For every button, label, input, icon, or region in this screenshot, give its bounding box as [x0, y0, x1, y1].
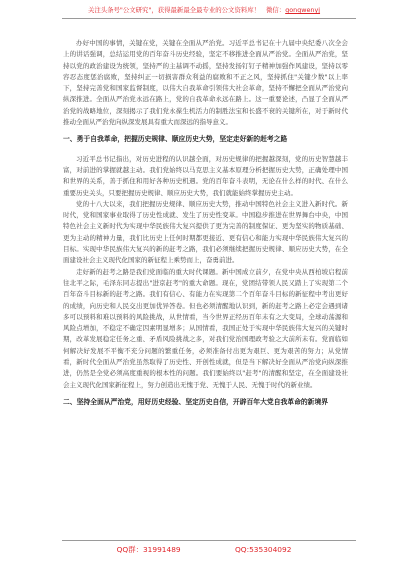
intro-paragraph: 办好中国的事情，关键在党，关键在全面从严治党。习近平总书记在十九届中央纪委八次全会上的讲话强调，总结运用党的百年奋斗历史经验，坚定不移推进全面从严治党。全面从严治党，坚持以党的政治建设为统领，坚持严的主基调不动摇，坚持发扬钉钉子精神加强作风建设，坚持以零容忍态度惩治腐败，坚持纠正一切损害群众利益的腐败和不正之风，坚持抓住"关键少数"以上率下，坚持完善党和国家监督制度，以伟大自我革命引领伟大社会革命，坚持不懈把全面从严治党向纵深推进。全面从严治党永远在路上，党的自我革命永远在路上。这一重要论述，凸显了全面从严治党的战略地位，深刻揭示了我们党永葆生机活力的制胜法宝和长盛不衰的关键所在，对于新时代推动全面从严治党向纵深发展具有重大而深远的指导意义。	[63, 39, 348, 127]
header-wechat-label: 微信：	[266, 6, 286, 14]
section-heading-1: 一、勇于自我革命，把握历史规律、顺应历史大势，坚定走好新的赶考之路	[63, 135, 288, 144]
footer-divider	[62, 540, 356, 541]
document-body	[63, 38, 348, 416]
section-1-paragraph: 党的十八大以来，我们把握历史规律、顺应历史大势，推动中国特色社会主义进入新时代。新时代，党和国家事业取得了历史性成就、发生了历史性变革。中国稳步推进在世界舞台中央，中国特色社会主义新时代为实现中华民族伟大复兴提供了更为完善的制度保证、更为坚实的物质基础、更为主动的精神力量，我们比历史上任何时期都更接近、更有信心和能力实现中华民族伟大复兴的目标。实现中华民族伟大复兴的新的赶考之路，我们必须继续把握历史规律、顺应历史大势，在全面建设社会主义现代化国家的新征程上乘势而上，奋勇前进。	[63, 199, 348, 265]
header-banner	[0, 6, 408, 15]
header-ad-text: 关注头条号"公文研究"，获得最新最全最专业的公文资料库！	[87, 6, 261, 14]
section-1-paragraph: 习近平总书记指出，对历史进程的认识越全面，对历史规律的把握越深刻，党的历史智慧越丰富，对前进的掌握就越主动。我们党始终以马克思主义基本原理分析把握历史大势，正确处理中国和世界的关系，善于抓住和用好各种历史机遇。党的百年奋斗表明，无论在什么样的时代、在什么重要历史关头，只要把握历史规律、顺应历史大势，我们就能始终掌握历史主动。	[63, 154, 348, 197]
section-1-paragraph: 走好新的赶考之路是我们党面临的重大时代课题。新中国成立前夕，在党中央从西柏坡启程前往北平之际，毛泽东同志提出"进京赶考"的重大命题。现在，党团结带领人民又踏上了实现第二个百年奋斗目标新的赶考之路。我们有信心、有能力在实现第二个百年奋斗目标的新征程中考出更好的成绩，向历史和人民交出更加优异答卷。但也必须清醒地认识到，新的赶考之路上必定会遇到诸多可以预料和难以预料的风险挑战，从世情看，当今世界正经历百年未有之大变局，全球动荡源和风险点增加，不稳定不确定因素明显增多；从国情看，我国正处于实现中华民族伟大复兴的关键时期，改革发展稳定任务之重、矛盾风险挑战之多，对我们党治国理政考验之大前所未有。党面临如何解决好发展不平衡不充分问题的繁重任务，必须准备付出更为艰巨、更为艰苦的努力；从党情看，新时代全面从严治党虽然取得了历史性、开创性成就，但是当下解决好全面从严治党向纵深推进，仍然是全党必须高度重视的根本性的问题。我们要始终以"赶考"的清醒和坚定，在全面建设社会主义现代化国家新征程上，努力创造出无愧于党、无愧于人民、无愧于时代的新业绩。	[63, 267, 348, 389]
header-divider	[62, 18, 356, 19]
footer-qq-contact: QQ:535304092	[234, 545, 292, 554]
footer	[0, 545, 408, 555]
section-heading-2: 二、坚持全面从严治党，用好历史经验、坚定历史自信，开辟百年大党自我革命的新境界	[63, 397, 329, 406]
header-wechat-id[interactable]: gongwenyj	[285, 6, 321, 14]
footer-qq-group: QQ群：31991489	[116, 545, 181, 554]
